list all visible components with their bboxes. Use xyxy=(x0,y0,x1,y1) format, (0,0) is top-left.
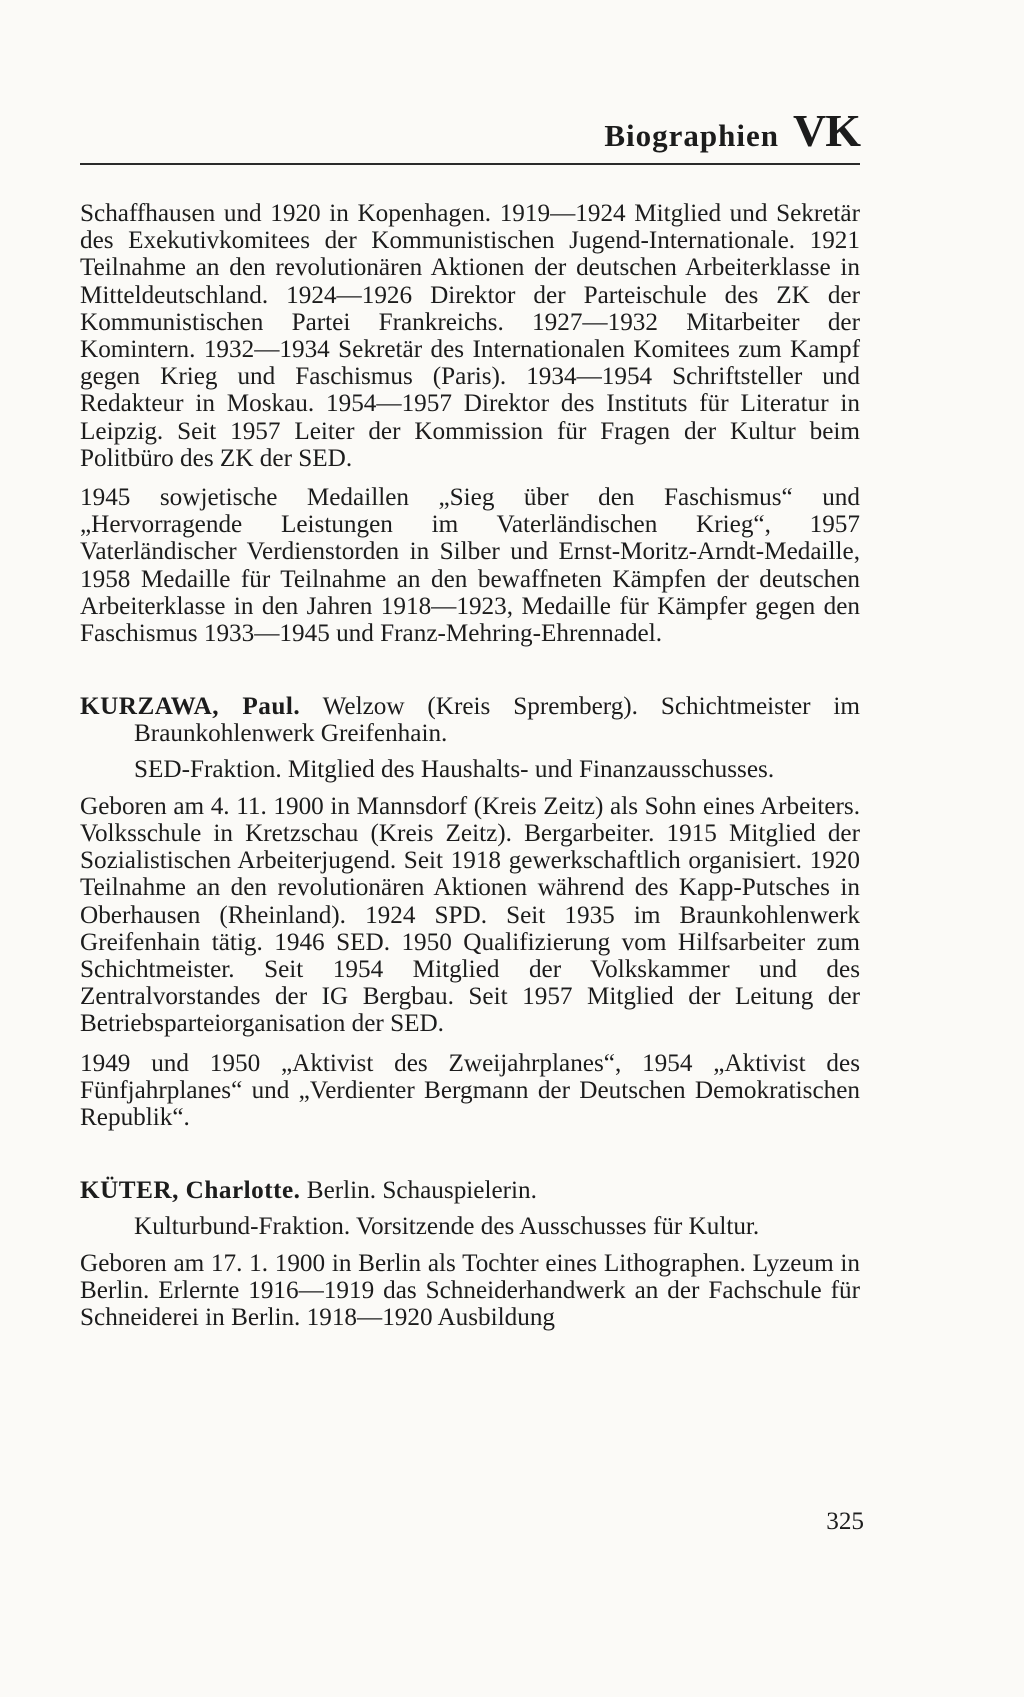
entry-name: KURZAWA, Paul. xyxy=(80,693,301,721)
entry-faction-kueter: Kulturbund-Fraktion. Vorsitzende des Ausschusses für Kultur. xyxy=(134,1212,760,1240)
entry-biography-kurzawa: Geboren am 4. 11. 1900 in Mannsdorf (Kreis Zeitz) als Sohn eines Arbeiters. Volksschule in Kretzschau (Kreis Zeitz). Bergarbeiter. 1915 Mitglied der Sozialistischen Arbeiterjugend. Seit 1918 gewerkschaftlich organisiert. 1920 Teilnahme an den revolutionären Aktionen während des Kapp-Putsches in Oberhausen (Rheinland). 1924 SPD. Seit 1935 im Braunkohlenwerk Greifenhain tätig. 1946 SED. 1950 Qualifizierung vom Hilfsarbeiter zum Schichtmeister. Seit 1954 Mitglied der Volkskammer und des Zentralvorstandes der IG Bergbau. Seit 1957 Mitglied der Leitung der Betriebsparteiorganisation der SED. xyxy=(80,792,860,1038)
paragraph-career-continued: Schaffhausen und 1920 in Kopenhagen. 1919—1924 Mitglied und Sekretär des Exekutivkomitees der Kommunistischen Jugend-Internationale. 1921 Teilnahme an den revolutionären Aktionen der deutschen Arbeiterklasse in Mitteldeutschland. 1924—1926 Direktor der Parteischule des ZK der Kommunistischen Partei Frankreichs. 1927—1932 Mitarbeiter der Komintern. 1932—1934 Sekretär des Internationalen Komitees zum Kampf gegen Krieg und Faschismus (Paris). 1934—1954 Schriftsteller und Redakteur in Moskau. 1954—1957 Direktor des Instituts für Literatur in Leipzig. Seit 1957 Leiter der Kommission für Fragen der Kultur beim Politbüro des ZK der SED. xyxy=(80,200,860,472)
running-header-code: VK xyxy=(793,105,860,156)
entry-name: KÜTER, Charlotte. xyxy=(80,1177,301,1205)
entry-heading-kurzawa xyxy=(80,693,860,747)
entry-heading-kueter xyxy=(80,1177,860,1204)
page-number: 325 xyxy=(826,1508,864,1535)
running-header-title: Biographien xyxy=(604,118,779,153)
paragraph-honors: 1945 sowjetische Medaillen „Sieg über den Faschismus“ und „Hervorragende Leistungen im Vaterländischen Krieg“, 1957 Vaterländischer Verdienstorden in Silber und Ernst-Moritz-Arndt-Medaille, 1958 Medaille für Teilnahme an den bewaffneten Kämpfen der deutschen Arbeiterklasse in den Jahren 1918—1923, Medaille für Kämpfer gegen den Faschismus 1933—1945 und Franz-Mehring-Ehrennadel. xyxy=(80,484,860,648)
entry-heading-text: Welzow (Kreis Spremberg). Schichtmeister im Braunkohlenwerk Greifenhain. xyxy=(134,693,860,748)
running-header xyxy=(80,104,860,165)
entry-honors-kurzawa: 1949 und 1950 „Aktivist des Zweijahrplanes“, 1954 „Aktivist des Fünfjahrplanes“ und „Verdienter Bergmann der Deutschen Demokratischen Republik“. xyxy=(80,1049,860,1132)
entry-biography-kueter: Geboren am 17. 1. 1900 in Berlin als Tochter eines Lithographen. Lyzeum in Berlin. Erlernte 1916—1919 das Schneiderhandwerk an der Fachschule für Schneiderei in Berlin. 1918—1920 Ausbildung xyxy=(80,1249,860,1332)
entry-heading-text: Berlin. Schauspielerin. xyxy=(306,1177,537,1205)
body-text xyxy=(80,200,860,1331)
entry-faction-kurzawa: SED-Fraktion. Mitglied des Haushalts- und Finanzausschusses. xyxy=(134,755,775,783)
